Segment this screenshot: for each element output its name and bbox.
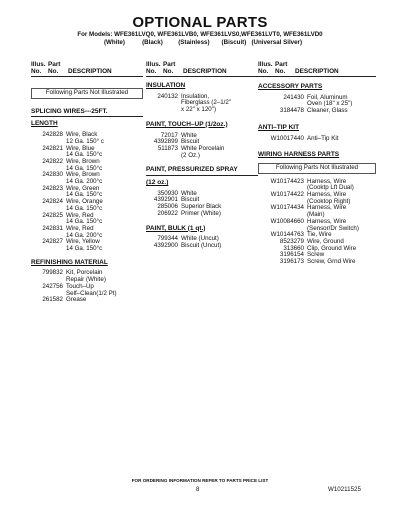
description-label: DESCRIPTION: [295, 68, 339, 75]
part-row: [31, 186, 143, 199]
part-description: Wire, Brown 14 Ga. 150°c: [66, 157, 103, 172]
part-description: White Porcelain (2 Oz.): [181, 144, 225, 159]
illus-label: Illus.: [258, 61, 273, 68]
description-label: DESCRIPTION: [68, 68, 112, 75]
part-description: Harness, Wire (Cooktp Lft Dual): [307, 177, 354, 192]
part-number: W10084660: [270, 217, 304, 225]
part-row: [258, 136, 376, 143]
part-number: 242822: [42, 157, 63, 165]
part-row: [258, 95, 376, 108]
part-row: [31, 172, 143, 185]
section-title: LENGTH: [31, 120, 58, 128]
part-row: [258, 179, 376, 192]
part-description: Wire, Blue 14 Ga. 150°c: [66, 144, 103, 159]
parts-list: [31, 270, 143, 304]
illus-label: Illus.: [146, 61, 161, 68]
part-number: 4392901: [153, 196, 178, 204]
part-number: 242823: [42, 184, 63, 192]
part-description: Screw, Grnd Wire: [307, 258, 356, 266]
part-row: [31, 284, 143, 297]
not-illustrated-note: Following Parts Not Illustrated: [31, 88, 143, 99]
no-label: No.: [48, 68, 59, 76]
part-row: [258, 219, 376, 232]
part-description: Insulation, Fiberglass (2–1/2" x 22" x 120"): [181, 92, 232, 114]
divider: [31, 116, 143, 117]
part-number: 261582: [42, 296, 63, 304]
part-row: [31, 213, 143, 226]
part-row: [258, 259, 376, 266]
part-number: 242825: [42, 211, 63, 219]
ordering-note: FOR ORDERING INFORMATION REFER TO PARTS PRICE LIST: [131, 478, 269, 483]
part-description: Grease: [66, 296, 87, 304]
part-row: [258, 192, 376, 205]
column-3: [258, 61, 376, 266]
part-description: Superior Black: [181, 203, 222, 211]
part-description: Biscuit: [181, 138, 200, 146]
illus-label: Illus.: [31, 61, 46, 68]
no-label: No.: [31, 68, 42, 76]
part-label: Part: [163, 61, 176, 68]
part-row: [146, 94, 258, 114]
part-row: [258, 205, 376, 218]
part-description: Anti–Tip Kit: [307, 134, 339, 142]
part-number: 206922: [157, 209, 178, 217]
part-row: [31, 270, 143, 283]
part-row: [31, 132, 143, 145]
variants-line: (White) (Black) (Stainless) (Biscuit) (Universal Silver): [103, 38, 303, 46]
part-row: [31, 226, 143, 239]
divider: [146, 175, 258, 176]
section-title: ANTI–TIP KIT: [258, 123, 300, 131]
section-title: ACCESSORY PARTS: [258, 83, 323, 90]
no-label: No.: [146, 68, 157, 76]
part-description: Wire, Red 14 Ga. 200°c: [66, 224, 103, 239]
part-number: W10174422: [270, 191, 304, 199]
part-description: White: [181, 131, 197, 139]
part-number: W10174434: [270, 204, 304, 212]
part-number: 350930: [157, 189, 178, 197]
section-title: PAINT, TOUCH–UP (1/2oz.): [146, 120, 228, 128]
part-number: W10017440: [270, 134, 304, 142]
column-1: [31, 61, 143, 304]
part-description: Touch–Up Self–Clean(1/2 Pt): [66, 282, 117, 297]
column-header: [146, 61, 258, 77]
not-illustrated-note: Following Parts Not Illustrated: [258, 163, 376, 174]
part-description: Wire, Ground: [307, 237, 344, 245]
part-description: Biscuit: [181, 196, 200, 204]
column-2: [146, 61, 258, 250]
part-description: Harness, Wire (Sensor/Dr Switch): [307, 217, 359, 232]
part-row: [146, 211, 258, 218]
parts-list: [258, 95, 376, 115]
part-description: Wire, Brown 14 Ga. 200°c: [66, 171, 103, 186]
part-number: 3196154: [279, 251, 304, 259]
part-description: Wire, Yellow 14 Ga. 150°c: [66, 238, 103, 253]
part-number: 4392899: [153, 138, 178, 146]
column-header: [258, 61, 376, 77]
parts-list: [31, 132, 143, 253]
part-description: Wire, Green 14 Ga. 150°c: [66, 184, 103, 199]
part-number: 241430: [283, 93, 304, 101]
part-description: Kit, Porcelain Repair (White): [66, 269, 106, 284]
part-description: Wire, Red 14 Ga. 150°c: [66, 211, 103, 226]
part-description: Wire, Black 12 Ga. 150° c: [66, 131, 104, 145]
section-title: INSULATION: [146, 82, 186, 89]
part-row: [31, 146, 143, 159]
part-description: Biscuit (Uncut): [181, 241, 222, 249]
parts-list: [258, 136, 376, 143]
parts-list: [146, 236, 258, 249]
part-number: 240132: [157, 92, 178, 100]
section-title: SPLICING WIRES---25FT.: [31, 107, 108, 115]
part-number: 3184478: [279, 107, 304, 115]
part-number: W10174423: [270, 177, 304, 185]
part-row: [31, 239, 143, 252]
part-number: 242821: [42, 144, 63, 152]
parts-list: [146, 133, 258, 160]
part-number: 511873: [157, 144, 178, 152]
part-label: Part: [275, 61, 288, 68]
section-title: WIRING HARNESS PARTS: [258, 151, 340, 159]
page-title: OPTIONAL PARTS: [132, 14, 268, 31]
description-label: DESCRIPTION: [183, 68, 227, 75]
part-row: [258, 108, 376, 115]
part-row: [146, 243, 258, 250]
part-description: Cleaner, Glass: [307, 107, 348, 115]
part-number: 3196173: [279, 258, 304, 266]
part-number: 313660: [283, 244, 304, 252]
part-description: White (Uncut): [181, 235, 219, 243]
part-row: [31, 297, 143, 304]
section-title: PAINT, BULK (1 qt.): [146, 224, 206, 232]
section-subtitle: (12 oz.): [146, 179, 169, 187]
part-number: 799832: [42, 269, 63, 277]
part-row: [146, 146, 258, 159]
part-number: 242824: [42, 198, 63, 206]
part-row: [31, 199, 143, 212]
no-label: No.: [275, 68, 286, 76]
models-line: For Models: WFE361LVQ0, WFE361LVB0, WFE361LVS0,WFE361LVT0, WFE361LVD0: [77, 31, 323, 38]
part-number: 242831: [42, 224, 63, 232]
part-description: Clip, Ground Wire: [307, 244, 357, 252]
part-row: [31, 159, 143, 172]
part-description: Primer (White): [181, 209, 221, 217]
part-description: Wire, Orange 14 Ga. 150°c: [66, 198, 103, 212]
section-title: REFINISHING MATERIAL: [31, 258, 108, 266]
document-number: W10211525: [328, 486, 361, 493]
part-description: Tie, Wire: [307, 231, 332, 239]
part-number: 4392900: [153, 241, 178, 249]
parts-list: [146, 94, 258, 114]
model-list: [0, 31, 400, 46]
page-number: 8: [196, 486, 200, 493]
part-number: 242828: [42, 131, 63, 139]
column-header: [31, 61, 143, 77]
part-number: 72017: [160, 131, 178, 139]
no-label: No.: [258, 68, 269, 76]
part-number: 285006: [157, 203, 178, 211]
part-number: 242830: [42, 171, 63, 179]
part-description: White: [181, 189, 197, 197]
section-title: PAINT, PRESSURIZED SPRAY: [146, 166, 238, 174]
part-number: 799344: [157, 235, 178, 243]
parts-list: [146, 191, 258, 218]
part-description: Foil, Aluminum Oven (18" x 25"): [307, 93, 353, 108]
parts-list: [258, 179, 376, 266]
part-number: W10144763: [270, 231, 304, 239]
part-number: 242756: [42, 282, 63, 290]
part-number: 8523279: [279, 237, 304, 245]
no-label: No.: [163, 68, 174, 76]
part-label: Part: [48, 61, 61, 68]
part-number: 242827: [42, 238, 63, 246]
part-description: Screw: [307, 251, 325, 259]
part-description: Harness, Wire (Main): [307, 204, 347, 219]
part-description: Harness, Wire (Cooktop Right): [307, 191, 351, 205]
